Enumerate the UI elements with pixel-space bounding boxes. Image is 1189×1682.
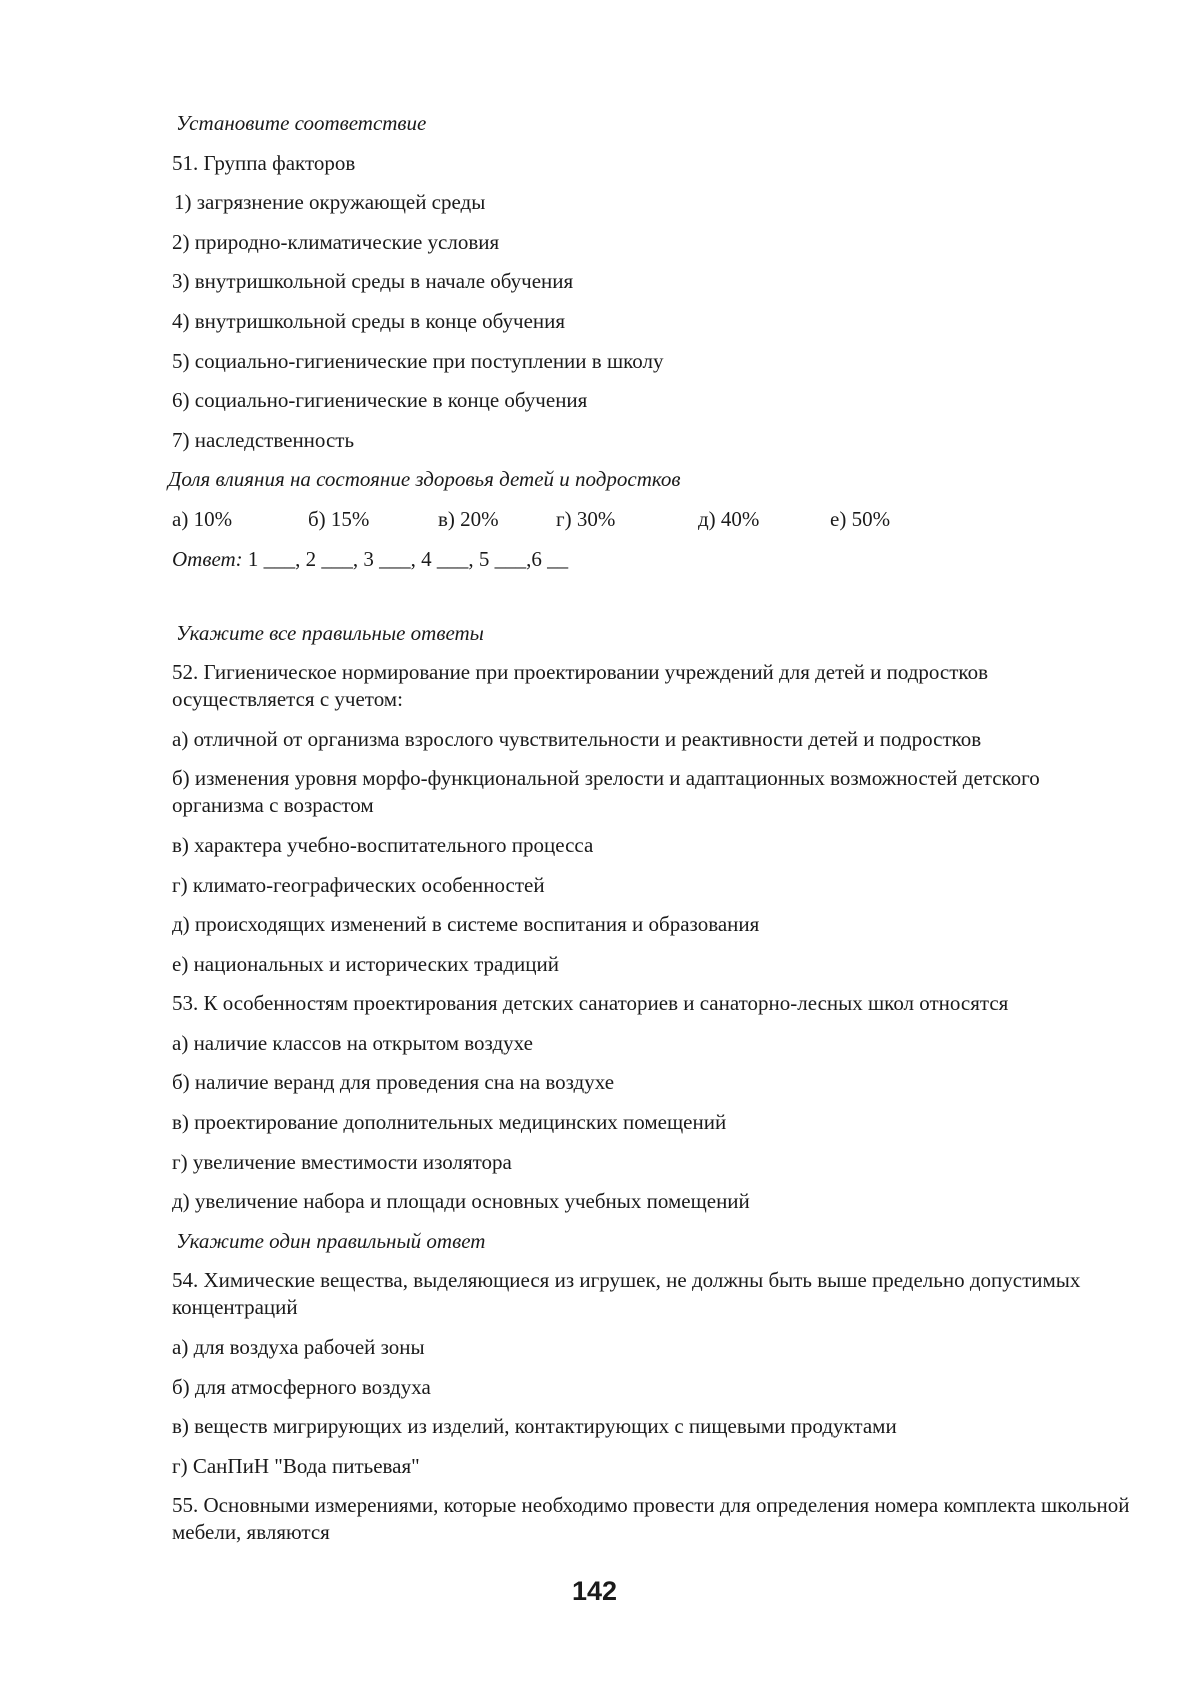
q53-option-d: г) увеличение вместимости изолятора: [172, 1149, 512, 1174]
q52-option-b: б) изменения уровня морфо-функциональной зрелости и адаптационных возможностей детского организма с возрастом: [172, 766, 1040, 818]
q52-option-d: г) климато-географических особенностей: [172, 872, 545, 897]
q53-option-e: д) увеличение набора и площади основных учебных помещений: [172, 1189, 750, 1214]
q51-factor-5: 5) социально-гигиенические при поступлении в школу: [172, 348, 664, 373]
instruction-one-correct: Укажите один правильный ответ: [176, 1228, 486, 1253]
q53-option-c: в) проектирование дополнительных медицинских помещений: [172, 1110, 727, 1135]
question-51-title: 51. Группа факторов: [172, 150, 356, 175]
q51-factor-6: 6) социально-гигиенические в конце обучения: [172, 388, 588, 413]
question-55-title: 55. Основными измерениями, которые необходимо провести для определения номера комплекта школьной мебели, являются: [172, 1493, 1130, 1545]
document-page: [168, 110, 1132, 1559]
q51-option-f: е) 50%: [830, 506, 891, 531]
q54-option-a: а) для воздуха рабочей зоны: [172, 1335, 425, 1360]
q54-option-d: г) СанПиН "Вода питьевая": [172, 1453, 420, 1478]
q51-option-b: б) 15%: [308, 506, 370, 531]
q54-option-c: в) веществ мигрирующих из изделий, контактирующих с пищевыми продуктами: [172, 1414, 897, 1439]
q51-factor-4: 4) внутришкольной среды в конце обучения: [172, 308, 566, 333]
answer-blanks: 1 ___, 2 ___, 3 ___, 4 ___, 5 ___,6 __: [242, 546, 569, 571]
page-number: 142: [571, 1576, 618, 1606]
q52-option-f: е) национальных и исторических традиций: [172, 951, 559, 976]
q53-option-a: а) наличие классов на открытом воздухе: [172, 1030, 533, 1055]
q54-option-b: б) для атмосферного воздуха: [172, 1374, 431, 1399]
q51-factor-2: 2) природно-климатические условия: [172, 229, 500, 254]
instruction-match: Установите соответствие: [176, 111, 427, 135]
question-53-title: 53. К особенностям проектирования детских санаториев и санаторно-лесных школ относятся: [172, 991, 1009, 1016]
q51-option-d: г) 30%: [556, 506, 616, 531]
q51-factor-7: 7) наследственность: [172, 427, 355, 452]
q51-subheading: Доля влияния на состояние здоровья детей и подростков: [168, 467, 681, 492]
q51-factor-1: 1) загрязнение окружающей среды: [174, 190, 486, 215]
question-54-title: 54. Химические вещества, выделяющиеся из игрушек, не должны быть выше предельно допустимых концентраций: [172, 1268, 1081, 1320]
q51-answer-line: [172, 546, 1132, 573]
q52-option-a: а) отличной от организма взрослого чувствительности и реактивности детей и подростков: [172, 726, 982, 751]
q51-option-e: д) 40%: [698, 506, 760, 531]
q53-option-b: б) наличие веранд для проведения сна на воздухе: [172, 1070, 615, 1095]
question-52-title: 52. Гигиеническое нормирование при проектировании учреждений для детей и подростков осуществляется с учетом:: [172, 660, 988, 712]
q51-options-row: [172, 506, 1132, 533]
q52-option-c: в) характера учебно-воспитательного процесса: [172, 832, 594, 857]
instruction-all-correct: Укажите все правильные ответы: [176, 620, 484, 645]
answer-label: Ответ:: [172, 546, 243, 571]
q52-option-e: д) происходящих изменений в системе воспитания и образования: [172, 912, 760, 937]
q51-option-a: а) 10%: [172, 506, 233, 531]
q51-option-c: в) 20%: [438, 506, 499, 531]
q51-factor-3: 3) внутришкольной среды в начале обучения: [172, 269, 574, 294]
